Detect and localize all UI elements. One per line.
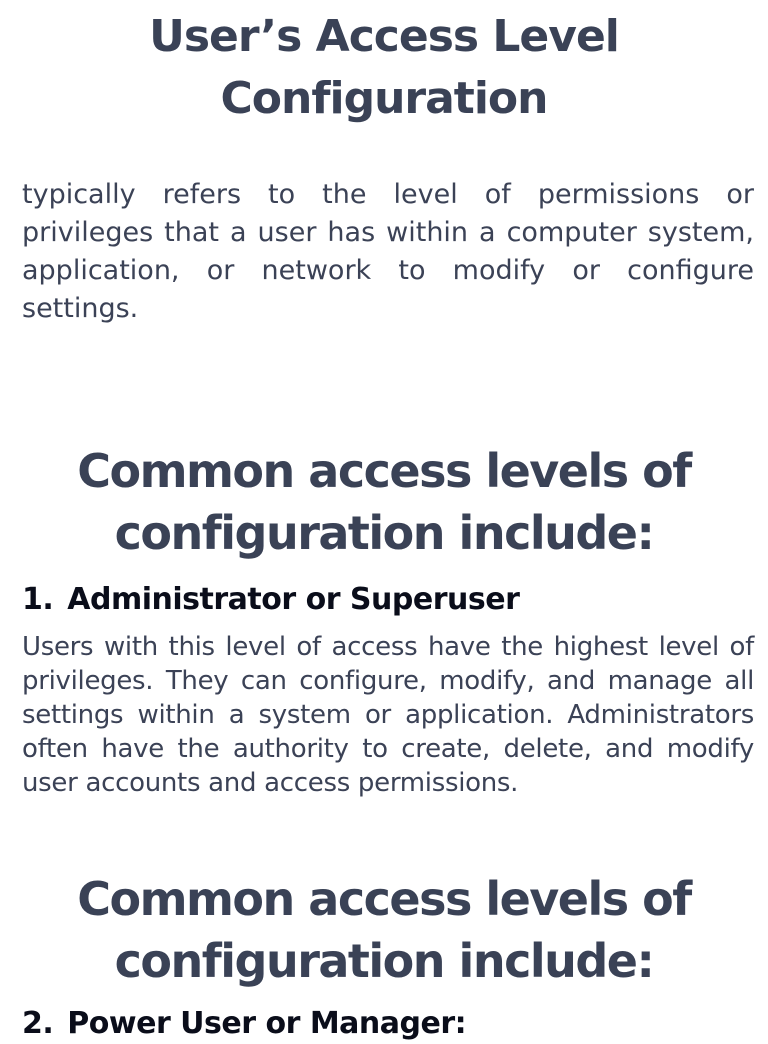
access-level-name: Power User or Manager: bbox=[67, 1006, 467, 1041]
intro-paragraph: typically refers to the level of permissions or privileges that a user has within a computer system, application, or network to modify or configure settings. bbox=[22, 179, 754, 324]
access-level-name: Administrator or Superuser bbox=[67, 582, 520, 617]
section-title: Common access levels of configuration include: bbox=[77, 872, 691, 988]
access-level-number: 2. bbox=[22, 1006, 54, 1041]
page-title: User’s Access Level Configuration bbox=[149, 11, 619, 124]
access-level-description: Users with this level of access have the highest level of privileges. They can configure, modify, and manage all settings within a system or application. Administrators often have the authority to create, delete, and modify user accounts and access permissions. bbox=[22, 632, 754, 798]
access-level-heading bbox=[22, 580, 519, 620]
access-level-number: 1. bbox=[22, 582, 54, 617]
access-level-heading bbox=[22, 1004, 466, 1044]
section-title: Common access levels of configuration include: bbox=[77, 444, 691, 560]
